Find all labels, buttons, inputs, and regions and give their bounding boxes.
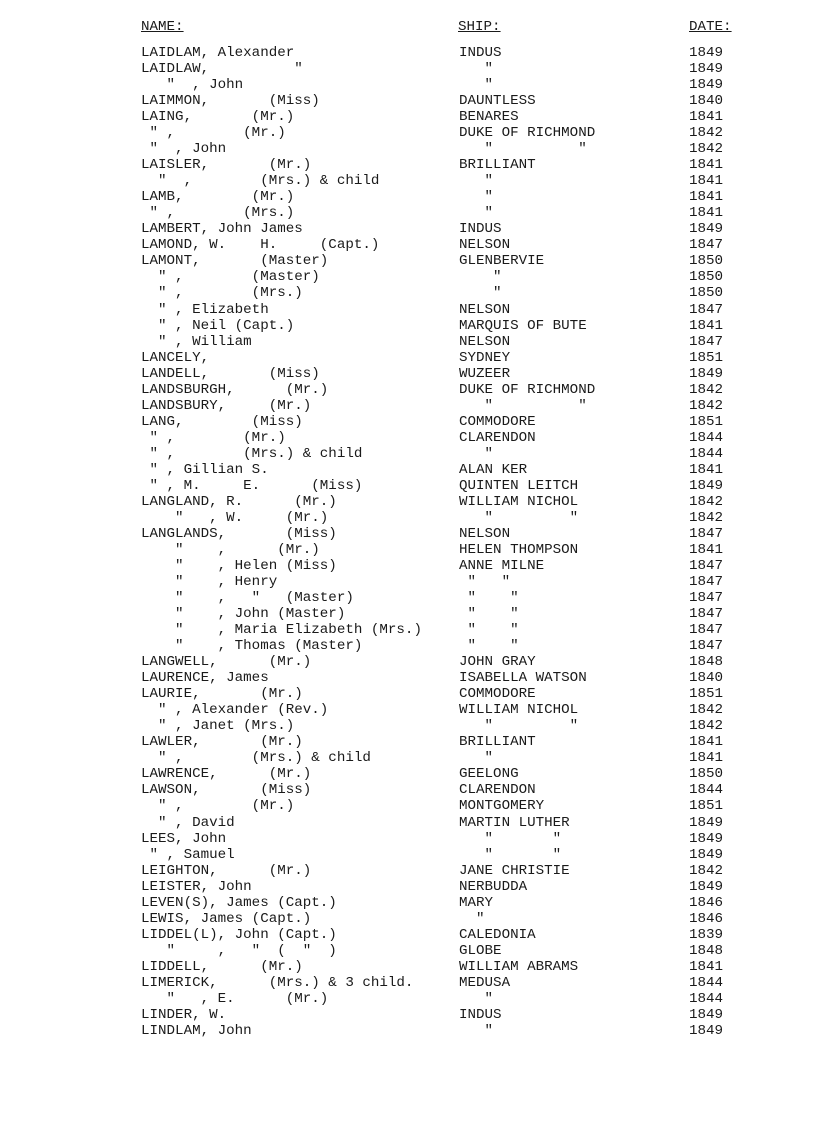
passenger-name: " , John bbox=[141, 77, 244, 94]
table-row bbox=[0, 975, 816, 991]
ship-name: DUKE OF RICHMOND bbox=[459, 381, 596, 398]
passenger-name: " , (Mrs.) bbox=[141, 205, 295, 222]
table-row bbox=[0, 622, 816, 638]
ship-name: COMMODORE bbox=[459, 413, 536, 430]
passenger-name: LEES, John bbox=[141, 830, 227, 847]
arrival-date: 1848 bbox=[689, 654, 724, 671]
ship-name: CALEDONIA bbox=[459, 926, 536, 943]
table-row bbox=[0, 237, 816, 253]
arrival-date: 1841 bbox=[689, 750, 724, 767]
ship-name: MARQUIS OF BUTE bbox=[459, 317, 587, 334]
passenger-name: " , E. (Mr.) bbox=[141, 990, 329, 1007]
ship-name: WILLIAM NICHOL bbox=[459, 702, 579, 719]
ship-name: " bbox=[459, 910, 485, 927]
passenger-name: " , David bbox=[141, 814, 235, 831]
arrival-date: 1851 bbox=[689, 798, 724, 815]
passenger-name: " , Neil (Capt.) bbox=[141, 317, 295, 334]
ship-name: COMMODORE bbox=[459, 686, 536, 703]
table-row bbox=[0, 702, 816, 718]
ship-name: MARTIN LUTHER bbox=[459, 814, 570, 831]
table-row bbox=[0, 526, 816, 542]
passenger-name: LAWSON, (Miss) bbox=[141, 782, 312, 799]
table-row bbox=[0, 654, 816, 670]
passenger-name: " , John bbox=[141, 141, 227, 158]
passenger-name: " , (Mrs.) & child bbox=[141, 750, 371, 767]
passenger-name: " , John (Master) bbox=[141, 606, 346, 623]
arrival-date: 1841 bbox=[689, 173, 724, 190]
passenger-name: LANCELY, bbox=[141, 349, 210, 366]
table-row bbox=[0, 1007, 816, 1023]
passenger-name: " , " ( " ) bbox=[141, 942, 337, 959]
ship-name: ISABELLA WATSON bbox=[459, 670, 587, 687]
ship-name: " bbox=[459, 285, 502, 302]
ship-name: NERBUDDA bbox=[459, 878, 528, 895]
table-row bbox=[0, 478, 816, 494]
passenger-name: LAISLER, (Mr.) bbox=[141, 157, 312, 174]
table-row bbox=[0, 350, 816, 366]
arrival-date: 1849 bbox=[689, 61, 724, 78]
table-row bbox=[0, 189, 816, 205]
column-header-row bbox=[0, 19, 816, 37]
table-row bbox=[0, 895, 816, 911]
table-row bbox=[0, 766, 816, 782]
table-row bbox=[0, 510, 816, 526]
arrival-date: 1851 bbox=[689, 349, 724, 366]
arrival-date: 1840 bbox=[689, 93, 724, 110]
arrival-date: 1842 bbox=[689, 862, 724, 879]
arrival-date: 1844 bbox=[689, 974, 724, 991]
arrival-date: 1850 bbox=[689, 253, 724, 270]
ship-name: NELSON bbox=[459, 301, 511, 318]
passenger-name: LIDDEL(L), John (Capt.) bbox=[141, 926, 337, 943]
table-row bbox=[0, 798, 816, 814]
arrival-date: 1849 bbox=[689, 1022, 724, 1039]
passenger-name: " , Henry bbox=[141, 574, 278, 591]
arrival-date: 1841 bbox=[689, 205, 724, 222]
table-row bbox=[0, 269, 816, 285]
ship-name: " bbox=[459, 173, 494, 190]
arrival-date: 1844 bbox=[689, 429, 724, 446]
ship-name: " " bbox=[459, 574, 511, 591]
table-row bbox=[0, 815, 816, 831]
passenger-name: " , (Mr.) bbox=[141, 125, 286, 142]
table-row bbox=[0, 558, 816, 574]
passenger-name: LEWIS, James (Capt.) bbox=[141, 910, 312, 927]
passenger-name: " , Thomas (Master) bbox=[141, 638, 363, 655]
passenger-name: " , (Mrs.) & child bbox=[141, 445, 363, 462]
passenger-name: LINDLAM, John bbox=[141, 1022, 252, 1039]
table-row bbox=[0, 173, 816, 189]
arrival-date: 1847 bbox=[689, 558, 724, 574]
arrival-date: 1847 bbox=[689, 638, 724, 655]
ship-name: " " bbox=[459, 846, 562, 863]
ship-name: BENARES bbox=[459, 109, 519, 126]
table-row bbox=[0, 334, 816, 350]
arrival-date: 1849 bbox=[689, 77, 724, 94]
ship-name: " " bbox=[459, 718, 579, 735]
passenger-name: " , Helen (Miss) bbox=[141, 558, 337, 574]
table-row bbox=[0, 221, 816, 237]
passenger-name: " , (Mrs.) & child bbox=[141, 173, 380, 190]
passenger-name: " , (Mr.) bbox=[141, 429, 286, 446]
ship-name: CLARENDON bbox=[459, 782, 536, 799]
table-row bbox=[0, 61, 816, 77]
arrival-date: 1847 bbox=[689, 574, 724, 591]
arrival-date: 1847 bbox=[689, 237, 724, 254]
table-row bbox=[0, 911, 816, 927]
table-row bbox=[0, 927, 816, 943]
table-row bbox=[0, 847, 816, 863]
ship-name: INDUS bbox=[459, 1006, 502, 1023]
arrival-date: 1849 bbox=[689, 477, 724, 494]
ship-name: INDUS bbox=[459, 221, 502, 238]
table-row bbox=[0, 831, 816, 847]
name-column-header: NAME: bbox=[141, 19, 184, 35]
ship-name: JANE CHRISTIE bbox=[459, 862, 570, 879]
table-row bbox=[0, 863, 816, 879]
arrival-date: 1841 bbox=[689, 734, 724, 751]
arrival-date: 1842 bbox=[689, 381, 724, 398]
table-row bbox=[0, 494, 816, 510]
table-row bbox=[0, 398, 816, 414]
passenger-name: LANGLANDS, (Miss) bbox=[141, 525, 337, 542]
table-row bbox=[0, 462, 816, 478]
table-row bbox=[0, 959, 816, 975]
arrival-date: 1842 bbox=[689, 397, 724, 414]
table-row bbox=[0, 446, 816, 462]
table-row bbox=[0, 782, 816, 798]
arrival-date: 1849 bbox=[689, 1006, 724, 1023]
arrival-date: 1847 bbox=[689, 333, 724, 350]
passenger-name: LEISTER, John bbox=[141, 878, 252, 895]
arrival-date: 1849 bbox=[689, 878, 724, 895]
table-row bbox=[0, 382, 816, 398]
table-row bbox=[0, 141, 816, 157]
table-row bbox=[0, 606, 816, 622]
arrival-date: 1847 bbox=[689, 301, 724, 318]
ship-name: " " bbox=[459, 606, 519, 623]
arrival-date: 1841 bbox=[689, 157, 724, 174]
passenger-name: LAURIE, (Mr.) bbox=[141, 686, 303, 703]
table-row bbox=[0, 430, 816, 446]
table-row bbox=[0, 991, 816, 1007]
table-row bbox=[0, 77, 816, 93]
table-row bbox=[0, 638, 816, 654]
ship-name: BRILLIANT bbox=[459, 734, 536, 751]
arrival-date: 1841 bbox=[689, 541, 724, 558]
ship-name: INDUS bbox=[459, 45, 502, 61]
table-row bbox=[0, 93, 816, 109]
arrival-date: 1840 bbox=[689, 670, 724, 687]
table-row bbox=[0, 879, 816, 895]
table-row bbox=[0, 414, 816, 430]
arrival-date: 1844 bbox=[689, 445, 724, 462]
ship-name: NELSON bbox=[459, 237, 511, 254]
table-row bbox=[0, 285, 816, 301]
arrival-date: 1849 bbox=[689, 221, 724, 238]
arrival-date: 1847 bbox=[689, 525, 724, 542]
ship-name: " " bbox=[459, 830, 562, 847]
passenger-name: LAIDLAW, " bbox=[141, 61, 303, 78]
ship-name: GEELONG bbox=[459, 766, 519, 783]
ship-name: " " bbox=[459, 590, 519, 607]
ship-name: CLARENDON bbox=[459, 429, 536, 446]
passenger-name: LAWLER, (Mr.) bbox=[141, 734, 303, 751]
passenger-name: " , W. (Mr.) bbox=[141, 509, 329, 526]
arrival-date: 1842 bbox=[689, 141, 724, 158]
passenger-name: LANDELL, (Miss) bbox=[141, 365, 320, 382]
ship-name: MARY bbox=[459, 894, 494, 911]
table-row bbox=[0, 1023, 816, 1039]
passenger-name: " , (Mr.) bbox=[141, 541, 320, 558]
arrival-date: 1849 bbox=[689, 814, 724, 831]
arrival-date: 1841 bbox=[689, 189, 724, 206]
table-row bbox=[0, 157, 816, 173]
ship-name: " bbox=[459, 205, 494, 222]
arrival-date: 1850 bbox=[689, 269, 724, 286]
ship-name: " bbox=[459, 990, 494, 1007]
passenger-name: " , (Mrs.) bbox=[141, 285, 303, 302]
table-row bbox=[0, 750, 816, 766]
ship-name: " " bbox=[459, 397, 587, 414]
arrival-date: 1847 bbox=[689, 622, 724, 639]
ship-name: " bbox=[459, 189, 494, 206]
table-row bbox=[0, 45, 816, 61]
passenger-table bbox=[0, 45, 816, 1039]
passenger-name: LANDSBURY, (Mr.) bbox=[141, 397, 312, 414]
ship-name: " bbox=[459, 269, 502, 286]
passenger-name: LANGWELL, (Mr.) bbox=[141, 654, 312, 671]
ship-name: " bbox=[459, 750, 494, 767]
passenger-name: " , Maria Elizabeth (Mrs.) bbox=[141, 622, 422, 639]
passenger-name: LEVEN(S), James (Capt.) bbox=[141, 894, 337, 911]
table-row bbox=[0, 253, 816, 269]
passenger-name: LAWRENCE, (Mr.) bbox=[141, 766, 312, 783]
ship-name: " bbox=[459, 77, 494, 94]
ship-name: " bbox=[459, 61, 494, 78]
arrival-date: 1847 bbox=[689, 606, 724, 623]
ship-name: " " bbox=[459, 622, 519, 639]
ship-name: " " bbox=[459, 638, 519, 655]
arrival-date: 1849 bbox=[689, 830, 724, 847]
arrival-date: 1841 bbox=[689, 958, 724, 975]
arrival-date: 1847 bbox=[689, 590, 724, 607]
table-row bbox=[0, 125, 816, 141]
arrival-date: 1844 bbox=[689, 782, 724, 799]
arrival-date: 1851 bbox=[689, 686, 724, 703]
arrival-date: 1841 bbox=[689, 317, 724, 334]
ship-column-header: SHIP: bbox=[458, 19, 501, 35]
passenger-name: LANDSBURGH, (Mr.) bbox=[141, 381, 329, 398]
passenger-name: " , " (Master) bbox=[141, 590, 354, 607]
table-row bbox=[0, 590, 816, 606]
arrival-date: 1842 bbox=[689, 493, 724, 510]
arrival-date: 1846 bbox=[689, 910, 724, 927]
ship-name: DUKE OF RICHMOND bbox=[459, 125, 596, 142]
ship-name: " bbox=[459, 445, 494, 462]
table-row bbox=[0, 109, 816, 125]
table-row bbox=[0, 574, 816, 590]
arrival-date: 1850 bbox=[689, 766, 724, 783]
table-row bbox=[0, 302, 816, 318]
arrival-date: 1846 bbox=[689, 894, 724, 911]
table-row bbox=[0, 734, 816, 750]
passenger-name: LAMBERT, John James bbox=[141, 221, 303, 238]
arrival-date: 1849 bbox=[689, 45, 724, 61]
table-row bbox=[0, 718, 816, 734]
arrival-date: 1850 bbox=[689, 285, 724, 302]
passenger-name: LIDDELL, (Mr.) bbox=[141, 958, 303, 975]
passenger-name: LANGLAND, R. (Mr.) bbox=[141, 493, 337, 510]
ship-name: " bbox=[459, 1022, 494, 1039]
passenger-name: LINDER, W. bbox=[141, 1006, 227, 1023]
table-row bbox=[0, 943, 816, 959]
ship-name: ANNE MILNE bbox=[459, 558, 545, 574]
ship-name: WILLIAM ABRAMS bbox=[459, 958, 579, 975]
ship-name: MONTGOMERY bbox=[459, 798, 545, 815]
passenger-name: " , Elizabeth bbox=[141, 301, 269, 318]
passenger-name: " , (Mr.) bbox=[141, 798, 295, 815]
arrival-date: 1841 bbox=[689, 461, 724, 478]
arrival-date: 1842 bbox=[689, 509, 724, 526]
ship-name: " " bbox=[459, 509, 579, 526]
ship-name: WILLIAM NICHOL bbox=[459, 493, 579, 510]
table-row bbox=[0, 670, 816, 686]
passenger-name: " , Samuel bbox=[141, 846, 235, 863]
ship-name: NELSON bbox=[459, 333, 511, 350]
ship-name: JOHN GRAY bbox=[459, 654, 536, 671]
passenger-name: LAURENCE, James bbox=[141, 670, 269, 687]
passenger-name: " , William bbox=[141, 333, 252, 350]
table-row bbox=[0, 205, 816, 221]
passenger-name: " , Alexander (Rev.) bbox=[141, 702, 329, 719]
ship-name: GLOBE bbox=[459, 942, 502, 959]
arrival-date: 1851 bbox=[689, 413, 724, 430]
passenger-name: LAMONT, (Master) bbox=[141, 253, 329, 270]
arrival-date: 1849 bbox=[689, 365, 724, 382]
arrival-date: 1839 bbox=[689, 926, 724, 943]
table-row bbox=[0, 366, 816, 382]
arrival-date: 1849 bbox=[689, 846, 724, 863]
table-row bbox=[0, 542, 816, 558]
passenger-name: LAMOND, W. H. (Capt.) bbox=[141, 237, 380, 254]
ship-name: DAUNTLESS bbox=[459, 93, 536, 110]
ship-name: NELSON bbox=[459, 525, 511, 542]
date-column-header: DATE: bbox=[689, 19, 732, 35]
arrival-date: 1844 bbox=[689, 990, 724, 1007]
ship-name: HELEN THOMPSON bbox=[459, 541, 579, 558]
ship-name: " " bbox=[459, 141, 587, 158]
ship-name: QUINTEN LEITCH bbox=[459, 477, 579, 494]
arrival-date: 1848 bbox=[689, 942, 724, 959]
passenger-name: " , Gillian S. bbox=[141, 461, 269, 478]
table-row bbox=[0, 318, 816, 334]
passenger-name: LIMERICK, (Mrs.) & 3 child. bbox=[141, 974, 414, 991]
passenger-name: LAIMMON, (Miss) bbox=[141, 93, 320, 110]
passenger-name: LAIDLAM, Alexander bbox=[141, 45, 295, 61]
ship-name: GLENBERVIE bbox=[459, 253, 545, 270]
passenger-name: LANG, (Miss) bbox=[141, 413, 303, 430]
ship-name: MEDUSA bbox=[459, 974, 511, 991]
passenger-name: LEIGHTON, (Mr.) bbox=[141, 862, 312, 879]
passenger-name: LAING, (Mr.) bbox=[141, 109, 295, 126]
table-row bbox=[0, 686, 816, 702]
passenger-name: LAMB, (Mr.) bbox=[141, 189, 295, 206]
arrival-date: 1842 bbox=[689, 702, 724, 719]
passenger-name: " , M. E. (Miss) bbox=[141, 477, 363, 494]
arrival-date: 1841 bbox=[689, 109, 724, 126]
arrival-date: 1842 bbox=[689, 125, 724, 142]
ship-name: ALAN KER bbox=[459, 461, 528, 478]
arrival-date: 1842 bbox=[689, 718, 724, 735]
ship-name: BRILLIANT bbox=[459, 157, 536, 174]
ship-name: SYDNEY bbox=[459, 349, 511, 366]
passenger-name: " , (Master) bbox=[141, 269, 320, 286]
passenger-name: " , Janet (Mrs.) bbox=[141, 718, 295, 735]
ship-name: WUZEER bbox=[459, 365, 511, 382]
